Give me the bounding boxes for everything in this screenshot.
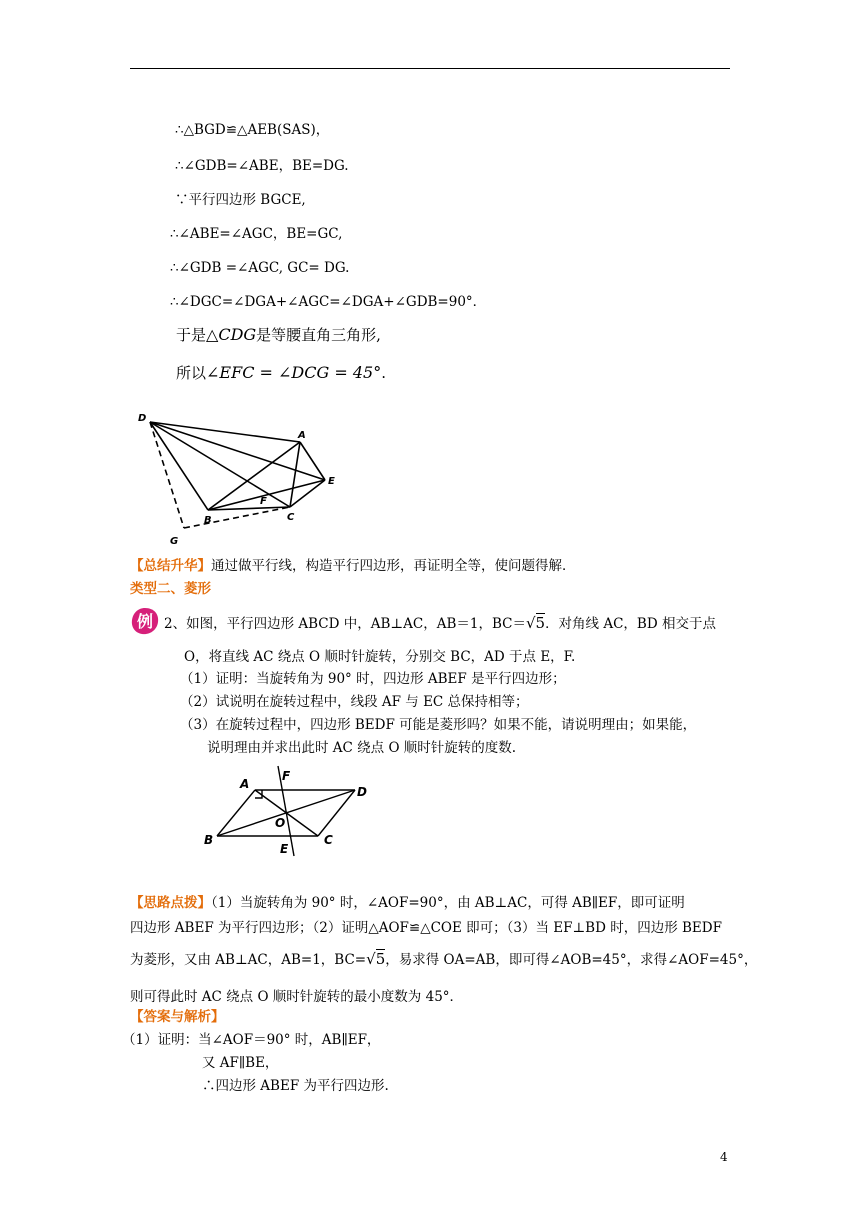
proof-line-3: ∵平行四边形 BGCE, <box>175 192 306 208</box>
answer-line-2: 又 AF∥BE， <box>202 1055 279 1071</box>
question-2: （2）试说明在旋转过程中，线段 AF 与 EC 总保持相等； <box>180 694 529 710</box>
hint-line-2: 四边形 ABEF 为平行四边形；（2）证明△AOF≌△COE 即可；（3）当 EF⊥BD 时，四边形 BEDF <box>130 920 722 936</box>
proof-line-4: ∴∠ABE=∠AGC，BE=GC, <box>170 226 343 242</box>
label-F: F <box>260 496 267 507</box>
label2-B: B <box>204 833 214 847</box>
angle-equation: ∠EFC = ∠DCG = 45° <box>206 363 382 382</box>
hint-text-3a: 为菱形，又由 AB⊥AC，AB=1，BC= <box>130 952 367 968</box>
answer-line-3: ∴四边形 ABEF 为平行四边形. <box>202 1078 389 1094</box>
hint-text-3b: ，易求得 OA=AB，即可得∠AOB=45°，求得∠AOF=45°， <box>385 952 758 968</box>
sqrt-symbol: √5 <box>525 614 546 632</box>
label-B: B <box>204 515 212 526</box>
example-line-1b: ．对角线 AC，BD 相交于点 <box>545 616 716 632</box>
proof-line-6: ∴∠DGC=∠DGA+∠AGC=∠DGA+∠GDB=90°． <box>170 294 487 310</box>
answer-line-1: （1）证明：当∠AOF＝90° 时，AB∥EF， <box>122 1032 381 1048</box>
summary-label: 【总结升华】 <box>130 558 211 574</box>
label-C: C <box>287 512 295 523</box>
conclusion-line-1 <box>176 326 381 344</box>
hint-line-3 <box>130 950 757 969</box>
label2-F: F <box>282 769 291 783</box>
example-line-1 <box>164 614 716 633</box>
label2-D: D <box>357 785 367 799</box>
conclusion-suffix: 是等腰直角三角形, <box>256 326 381 344</box>
proof-line-5: ∴∠GDB =∠AGC, GC= DG. <box>170 260 350 276</box>
example-line-2: O，将直线 AC 绕点 O 顺时针旋转，分别交 BC，AD 于点 E，F. <box>184 649 576 665</box>
label-G: G <box>170 536 179 547</box>
hint-line-4: 则可得此时 AC 绕点 O 顺时针旋转的最小度数为 45°． <box>130 989 464 1005</box>
label-D: D <box>138 413 147 424</box>
label2-A: A <box>240 777 250 791</box>
label-E: E <box>328 476 335 487</box>
sqrt-radicand: 5 <box>535 614 546 632</box>
proof-line-1: ∴△BGD≌△AEB(SAS)， <box>175 122 330 138</box>
conclusion2-prefix: 所以 <box>176 364 207 382</box>
hint-sqrt-radicand: 5 <box>375 950 386 968</box>
badge-text: 例 <box>136 612 154 631</box>
triangle-cdg: △CDG <box>206 325 257 344</box>
label2-E: E <box>280 842 289 856</box>
geometry-figure-2 <box>200 764 380 858</box>
label2-O: O <box>275 816 286 830</box>
proof-line-2: ∴∠GDB=∠ABE，BE=DG. <box>175 158 349 174</box>
summary-line <box>130 557 576 575</box>
summary-text: 通过做平行线，构造平行四边形，再证明全等，使问题得解． <box>211 558 576 574</box>
header-rule <box>130 68 730 69</box>
example-badge-icon <box>130 606 160 636</box>
question-1: （1）证明：当旋转角为 90° 时，四边形 ABEF 是平行四边形； <box>180 671 566 687</box>
hint-line-1 <box>130 894 685 912</box>
example-line-1a: 2、如图，平行四边形 ABCD 中，AB⊥AC，AB＝1，BC＝ <box>164 616 526 632</box>
conclusion-line-2 <box>176 364 386 382</box>
hint-sqrt-symbol: √5 <box>366 950 386 968</box>
question-3b: 说明理由并求出此时 AC 绕点 O 顺时针旋转的度数. <box>207 740 517 756</box>
question-3a: （3）在旋转过程中，四边形 BEDF 可能是菱形吗？如果不能，请说明理由；如果能， <box>180 717 697 733</box>
label-A: A <box>298 430 306 441</box>
section-type-heading: 类型二、菱形 <box>130 581 211 597</box>
conclusion-prefix: 于是 <box>176 326 207 344</box>
hint-label: 【思路点拨】 <box>130 895 211 911</box>
page-number: 4 <box>720 1150 728 1164</box>
geometry-figure-1 <box>130 408 350 548</box>
hint-text-1: （1）当旋转角为 90° 时，∠AOF=90°，由 AB⊥AC，可得 AB∥EF，即可证明 <box>211 895 685 911</box>
label2-C: C <box>324 833 333 847</box>
answer-label: 【答案与解析】 <box>130 1009 225 1025</box>
conclusion2-suffix: . <box>381 364 386 382</box>
